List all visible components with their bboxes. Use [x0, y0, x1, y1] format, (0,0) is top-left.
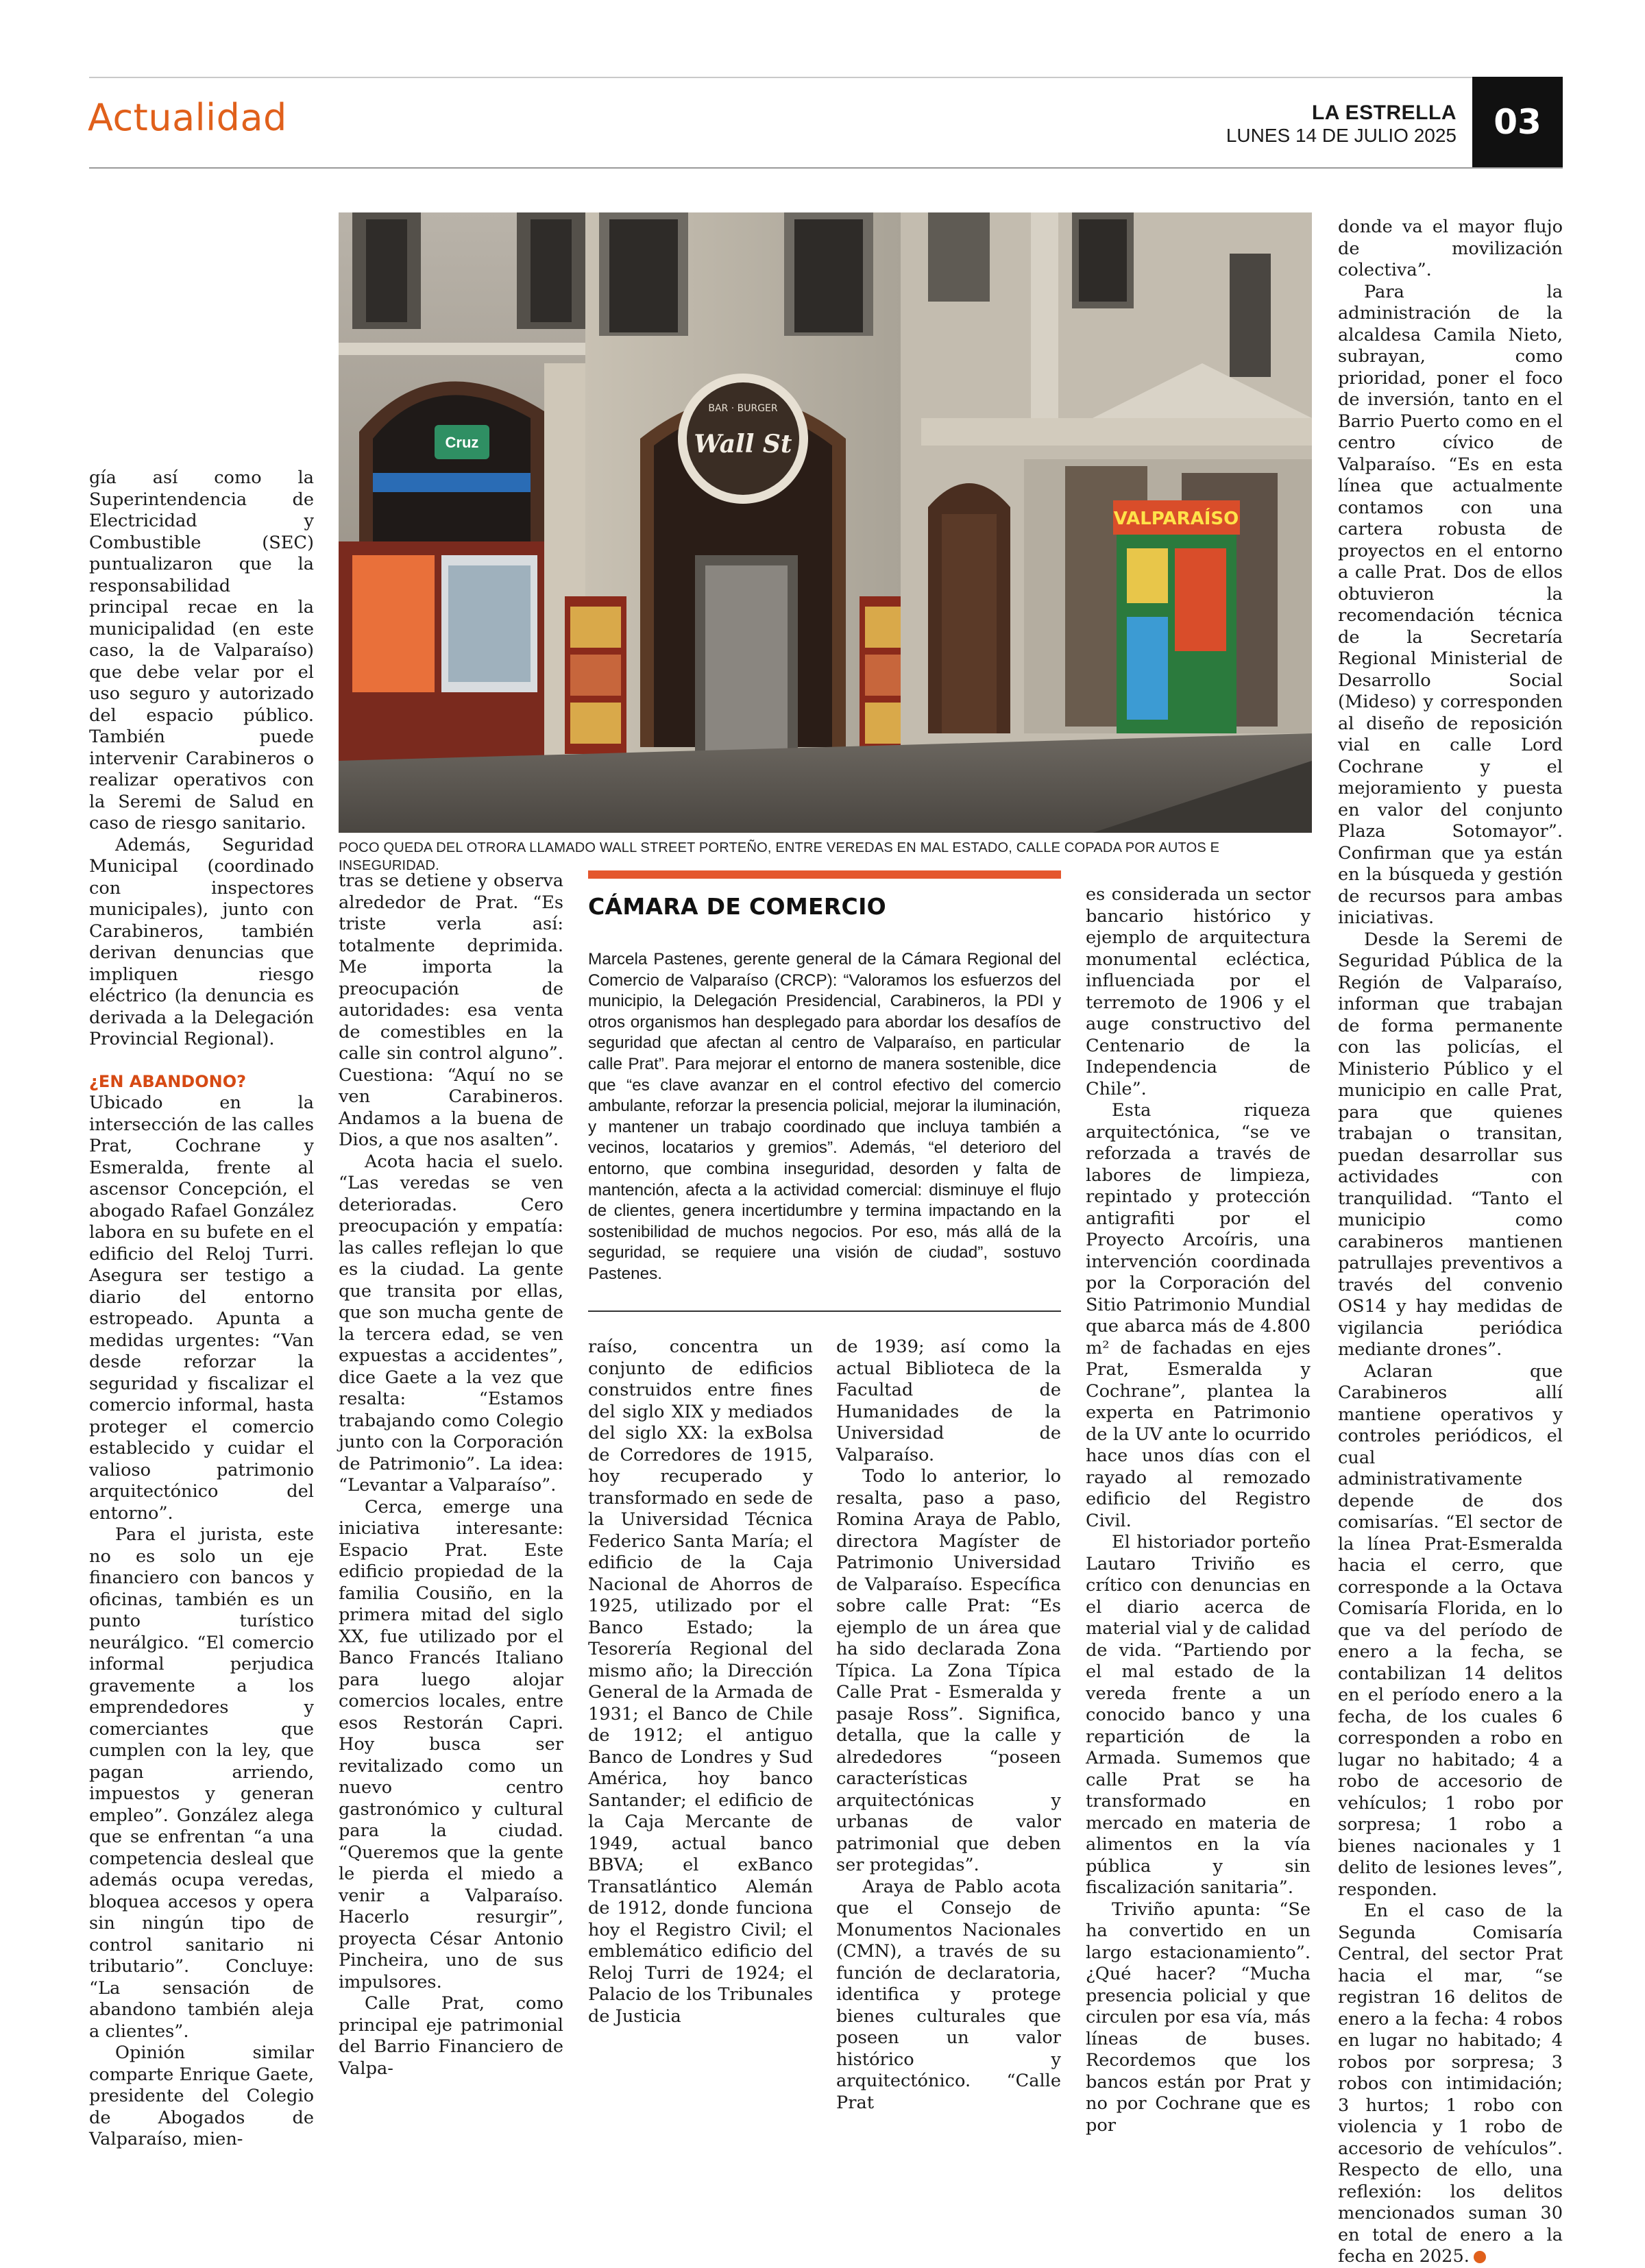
page-number: 03: [1472, 77, 1563, 167]
paragraph: Cerca, emerge una iniciativa interesante: Espacio Prat. Este edificio propiedad de la familia Cousiño, en la primera mitad del siglo XX, fue utilizado por el Banco Francés Italiano para luego alojar comercios locales, entre esos Restorán Capri. Hoy busca ser revitalizado como un nuevo centro gastronómico y cultural para la ciudad. “Queremos que la gente le pierda el miedo a venir a Valparaíso. Hacerlo resurgir”, proyecta César Antonio Pincheira, uno de sus impulsores.: [339, 1496, 563, 1992]
column-1: [89, 467, 314, 2151]
cruz-sign-text: Cruz: [445, 434, 479, 451]
publication-date: LUNES 14 DE JULIO 2025: [1226, 125, 1457, 146]
column-5: [1086, 884, 1311, 2136]
paragraph: Opinión similar comparte Enrique Gaete, presidente del Colegio de Abogados de Valparaíso, mien-: [89, 2043, 314, 2149]
paragraph: donde va el mayor flujo de movilización colectiva”.: [1338, 217, 1563, 280]
paragraph: El historiador porteño Lautaro Triviño es crítico con denuncias en el diario acerca de material vial y de calidad de vida. “Partiendo por el mal estado de la vereda frente a un conocido banco y una repartición de la Armada. Sumemos que calle Prat se ha transformado en mercado en materia de alimentos en la vía pública y sin fiscalización sanitaria”.: [1086, 1532, 1311, 1898]
paragraph: Acota hacia el suelo. “Las veredas se ven deterioradas. Cero preocupación y empatía: las calles reflejan lo que es la ciudad. La gente que transita por ellas, que son mucha gente de la tercera edad, se ven expuestas a accidentes”, dice Gaete a la vez que resalta: “Estamos trabajando como Colegio junto con la Corporación de Patrimonio”. La idea: “Levantar a Valparaíso”.: [339, 1151, 563, 1496]
photo-caption: POCO QUEDA DEL OTRORA LLAMADO WALL STREET PORTEÑO, ENTRE VEREDAS EN MAL ESTADO, CALLE COPADA POR AUTOS E INSEGURIDAD.: [339, 840, 1220, 873]
paragraph: es considerada un sector bancario histórico y ejemplo de arquitectura monumental ecléctica, influenciada por el terremoto de 1906 y el auge constructivo del Centenario de la Independencia de Chile”.: [1086, 884, 1311, 1099]
paragraph-last: [1338, 1901, 1563, 2268]
header-bottom-rule: [89, 167, 1563, 169]
paragraph: Todo lo anterior, lo resalta, paso a paso, Romina Araya de Pablo, directora Magíster de Patrimonio Universidad de Valparaíso. Específica sobre calle Prat: “Es ejemplo de un área que ha sido declarada Zona Típica. La Zona Típica Calle Prat - Esmeralda y pasaje Ross”. Significa, detalla, que la calle y alrededores “poseen características arquitectónicas y urbanas de valor patrimonial que deben ser protegidas”.: [836, 1466, 1061, 1875]
column-6: [1338, 217, 1563, 2268]
street-photo: [339, 212, 1312, 833]
paragraph: Calle Prat, como principal eje patrimonial del Barrio Financiero de Valpa-: [339, 1993, 563, 2079]
masthead: [1226, 101, 1457, 147]
paragraph: tras se detiene y observa alrededor de Prat. “Es triste verla así: totalmente deprimida. Me importa la preocupación de autoridades: esa venta de comestibles en la calle sin control alguno”. Cuestiona: “Aquí no se ven Carabineros. Andamos a la buena de Dios, a que nos asalten”.: [339, 870, 563, 1150]
paragraph: Aclaran que Carabineros allí mantiene operativos y controles periódicos, el cual administrativamente depende de dos comisarías. “El sector de la línea Prat-Esmeralda hacia el cerro, que corresponde a la Octava Comisaría Florida, en lo que va del período de enero a la fecha, se contabilizan 14 delitos en el período enero a la fecha, de los cuales 6 corresponden a robo en lugar no habitado; 4 a robo de accesorio de vehículos; 1 robo por sorpresa; 1 robo a bienes nacionales y 1 delito de lesiones leves”, responden.: [1338, 1361, 1563, 1900]
wall-st-sign-text: Wall St: [694, 430, 792, 459]
sidebar-body: [588, 949, 1061, 1285]
sidebar-paragraph: Marcela Pastenes, gerente general de la Cámara Regional del Comercio de Valparaíso (CRCP): “Valoramos los esfuerzos del municipio, la Delegación Presidencial, Carabineros, la PDI y otros organismos han desplegado para abordar los desafíos de seguridad que afectan al centro de Valparaíso, en particular calle Prat”. Para mejorar el entorno de manera sostenible, dice que “es clave avanzar en el control efectivo del comercio ambulante, reforzar la presencia policial, mejorar la iluminación, y mantener un trabajo coordinado que incluya también a vecinos, locatarios y gremios”. Además, “el deterioro del entorno, que combina inseguridad, desorden y falta de mantención, afecta a la actividad comercial: disminuye el flujo de clientes, genera incertidumbre y termina impactando en la sostenibilidad de muchos negocios. Por eso, más allá de la seguridad, se requiere una visión de ciudad”, sostuvo Pastenes.: [588, 950, 1061, 1283]
section-title: Actualidad: [88, 96, 287, 139]
subheading-abandono: ¿EN ABANDONO?: [89, 1071, 247, 1091]
sidebar-title: CÁMARA DE COMERCIO: [588, 893, 887, 920]
publication-name: LA ESTRELLA: [1311, 101, 1457, 124]
paragraph: Esta riqueza arquitectónica, “se ve reforzada a través de labores de limpieza, repintado y protección antigrafiti por el Proyecto Arcoíris, una intervención coordinada por la Corporación del Sitio Patrimonio Mundial que abarca más de 4.800 m² de fachadas en ejes Prat, Esmeralda y Cochrane”, plantea la experta en Patrimonio de la UV ante lo ocurrido hace unos días con el rayado al remozado edificio del Registro Civil.: [1086, 1100, 1311, 1531]
column-2: [339, 870, 563, 2080]
kiosk-sign-text: VALPARAÍSO: [1113, 509, 1239, 529]
wall-st-ring-text: BAR · BURGER: [708, 403, 778, 414]
header-top-rule: [89, 77, 1563, 78]
paragraph: Para el jurista, este no es solo un eje financiero con bancos y oficinas, también es un punto turístico neurálgico. “El comercio informal perjudica gravemente a los emprendedores y comerciantes que cumplen con la ley, que pagan arriendo, impuestos y generan empleo”. González alega que se enfrentan “a una competencia desleal que además ocupa veredas, bloquea accesos y opera sin ningún tipo de control sanitario ni tributario”. Concluye: “La sensación de abandono también aleja a clientes”.: [89, 1524, 314, 2042]
paragraph: Además, Seguridad Municipal (coordinado con inspectores municipales), junto con Carabineros, también derivan denuncias que impliquen riesgo eléctrico (la denuncia es derivada a la Delegación Provincial Regional).: [89, 834, 314, 1049]
paragraph: raíso, concentra un conjunto de edificios construidos entre fines del siglo XIX y mediados del siglo XX: la exBolsa de Corredores de 1915, hoy recuperado y transformado en sede de la Universidad Técnica Federico Santa María; el edificio de la Caja Nacional de Ahorros de 1925, utilizado por el Banco Estado; la Tesorería Regional del mismo año; la Dirección General de la Armada de 1931; el Banco de Chile de 1912; el antiguo Banco de Londres y Sud América, hoy banco Santander; el edificio de la Caja Mercante de 1949, actual banco BBVA; el exBanco Transatlántico Alemán de 1912, donde funciona hoy el Registro Civil; el emblemático edificio del Reloj Turri de 1924; el Palacio de los Tribunales de Justicia: [588, 1337, 813, 2027]
paragraph: gía así como la Superintendencia de Electricidad y Combustible (SEC) puntualizaron que la responsabilidad principal recae en la municipalidad (en este caso, la de Valparaíso) que debe velar por el uso seguro y autorizado del espacio público. También puede intervenir Carabineros o realizar operativos con la Seremi de Salud en caso de riesgo sanitario.: [89, 467, 314, 833]
end-of-article-icon: [1474, 2251, 1486, 2263]
sidebar-bottom-rule: [588, 1310, 1061, 1312]
paragraph: Triviño apunta: “Se ha convertido en un largo estacionamiento”. ¿Qué hacer? “Mucha presencia policial y que circulen por esa vía, más líneas de buses. Recordemos que los bancos están por Prat y no por Cochrane que es por: [1086, 1899, 1311, 2136]
paragraph: de 1939; así como la actual Biblioteca de la Facultad de Humanidades de la Universidad de Valparaíso.: [836, 1337, 1061, 1465]
paragraph: Para la administración de la alcaldesa Camila Nieto, subrayan, como prioridad, poner el foco de inversión, tanto en el Barrio Puerto como en el centro cívico de Valparaíso. “Es en esta línea que actualmente contamos con una cartera robusta de proyectos en el entorno a calle Prat. Dos de ellos obtuvieron la recomendación técnica de la Secretaría Regional Ministerial de Desarrollo Social (Mideso) y corresponden al diseño de reposición vial en calle Lord Cochrane y el mejoramiento y puesta en valor del conjunto Plaza Sotomayor”. Confirman que ya están en la búsqueda y gestión de recursos para ambas iniciativas.: [1338, 281, 1563, 928]
paragraph: Desde la Seremi de Seguridad Pública de la Región de Valparaíso, informan que trabajan de forma permanente con las policías, el Ministerio Público y el municipio en calle Prat, para que quienes trabajan o transitan, puedan desarrollar sus actividades con tranquilidad. “Tanto el municipio como carabineros mantienen patrullajes preventivos a través del convenio OS14 y hay medidas de vigilancia periódica mediante drones”.: [1338, 929, 1563, 1360]
column-4: [836, 1337, 1061, 2114]
paragraph: Ubicado en la intersección de las calles Prat, Cochrane y Esmeralda, frente al ascensor Concepción, el abogado Rafael González labora en su bufete en el edificio del Reloj Turri. Asegura ser testigo a diario del entorno estropeado. Apunta a medidas urgentes: “Van desde reforzar la seguridad y fiscalizar el comercio informal, hasta proteger el comercio establecido y cuidar el valioso patrimonio arquitectónico del entorno”.: [89, 1093, 314, 1524]
column-3: [588, 1337, 813, 2027]
last-paragraph-text: En el caso de la Segunda Comisaría Central, del sector Prat hacia el mar, “se registran 16 delitos de enero a la fecha: 4 robos en lugar no habitado; 4 robos por sorpresa; 3 robos con intimidación; 3 hurtos; 1 robo con violencia y 1 robo de accesorio de vehículos”. Respecto de ello, una reflexión: los delitos mencionados suman 30 en total de enero a la fecha en 2025.: [1338, 1901, 1563, 2267]
paragraph: Araya de Pablo acota que el Consejo de Monumentos Nacionales (CMN), a través de su función de declaratoria, identifica y protege bienes culturales que poseen un valor histórico y arquitectónico. “Calle Prat: [836, 1876, 1061, 2113]
sidebar-accent-bar: [588, 870, 1061, 879]
